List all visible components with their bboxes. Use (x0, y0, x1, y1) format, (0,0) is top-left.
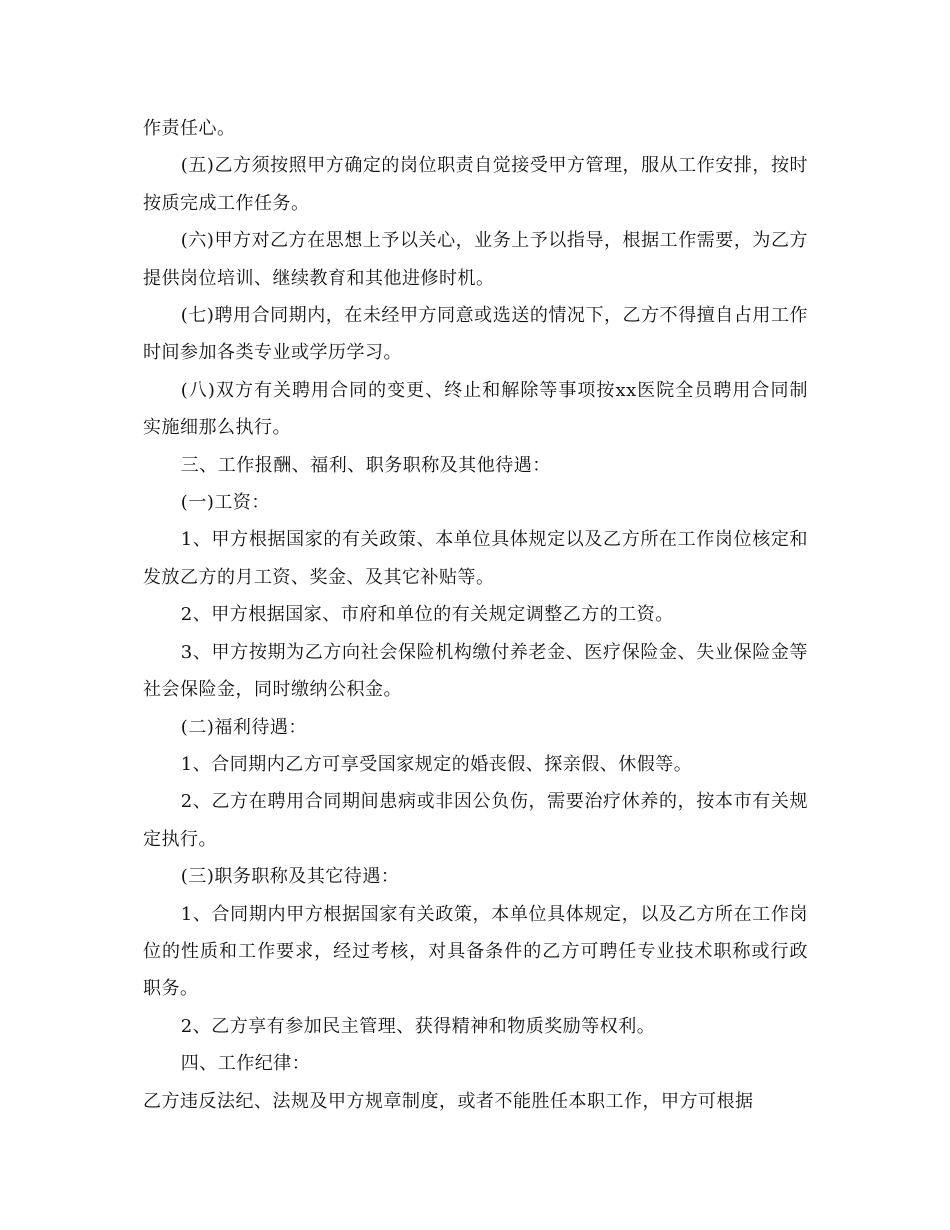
document-page (143, 110, 808, 1120)
paragraph-12: 1、合同期内乙方可享受国家规定的婚丧假、探亲假、休假等。 (180, 753, 693, 775)
paragraph-16: 2、乙方享有参加民主管理、获得精神和物质奖励等权利。 (180, 1015, 656, 1037)
paragraph-9: 2、甲方根据国家、市府和单位的有关规定调整乙方的工资。 (180, 604, 674, 626)
paragraph-5: (八)双方有关聘用合同的变更、终止和解除等事项按xx医院全员聘用合同制实施细那么执行。 (143, 379, 808, 439)
paragraph-15: 1、合同期内甲方根据国家有关政策，本单位具体规定，以及乙方所在工作岗位的性质和工作要求，经过考核，对具备条件的乙方可聘任专业技术职称或行政职务。 (143, 903, 808, 1000)
subsection-heading-welfare: (二)福利待遇： (180, 716, 307, 738)
section-heading-4: 四、工作纪律： (180, 1053, 311, 1075)
paragraph-13: 2、乙方在聘用合同期间患病或非因公负伤，需要治疗休养的，按本市有关规定执行。 (143, 791, 808, 850)
paragraph-8: 1、甲方根据国家的有关政策、本单位具体规定以及乙方所在工作岗位核定和发放乙方的月工资、奖金、及其它补贴等。 (143, 529, 808, 588)
paragraph-2: (五)乙方须按照甲方确定的岗位职责自觉接受甲方管理，服从工作安排，按时按质完成工作任务。 (143, 155, 808, 214)
paragraph-3: (六)甲方对乙方在思想上予以关心，业务上予以指导，根据工作需要，为乙方提供岗位培训、继续教育和其他进修时机。 (143, 230, 808, 289)
paragraph-18: 乙方违反法纪、法规及甲方规章制度，或者不能胜任本职工作，甲方可根据 (143, 1090, 754, 1112)
subsection-heading-salary: (一)工资： (180, 492, 270, 514)
section-heading-3: 三、工作报酬、福利、职务职称及其他待遇： (180, 454, 551, 476)
subsection-heading-title: (三)职务职称及其它待遇： (180, 866, 400, 888)
paragraph-10: 3、甲方按期为乙方向社会保险机构缴付养老金、医疗保险金、失业保险金等社会保险金，同时缴纳公积金。 (143, 641, 808, 701)
paragraph-4: (七)聘用合同期内，在未经甲方同意或选送的情况下，乙方不得擅自占用工作时间参加各类专业或学历学习。 (143, 305, 808, 364)
paragraph-1: 作责任心。 (143, 118, 236, 139)
